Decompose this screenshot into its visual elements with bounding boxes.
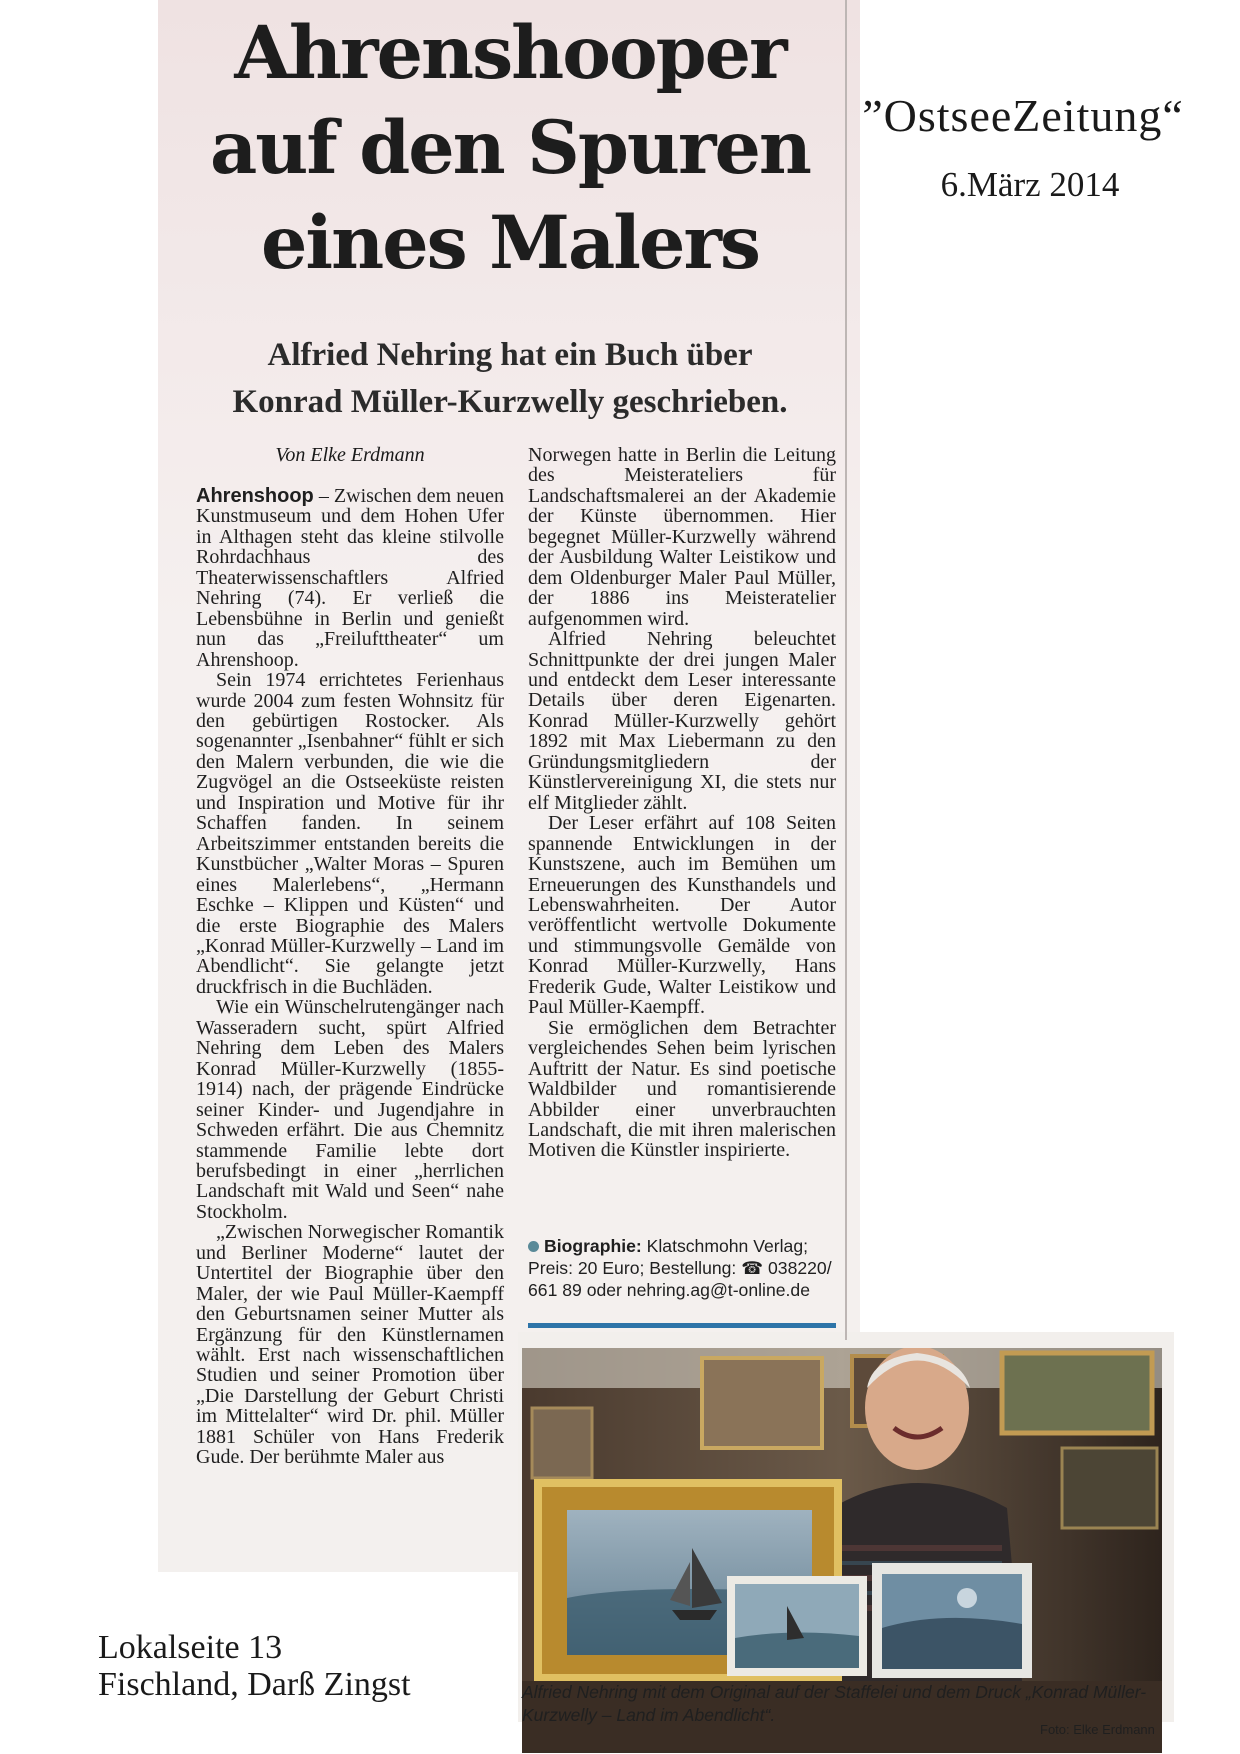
paragraph: Sein 1974 errichtetes Ferienhaus wurde 2004 zum festen Wohnsitz für den gebürtigen Rostocker. Als sogenannter „Isenbahner“ fühlt er sich den Malern verbunden, die wie die Zugvögel an die Ostseeküste reisten und Inspiration und Motive für ihr Schaffen fanden. In seinem Arbeitszimmer entstanden bereits die Kunstbücher „Walter Moras – Spuren eines Malerlebens“, „Hermann Eschke – Klippen und Küsten“ und die erste Biographie des Malers „Konrad Müller-Kurzwelly – Land im Abendlicht“. Sie gelangte jetzt druckfrisch in die Buchläden. (196, 669, 504, 998)
info-text: Klatschmohn Verlag; Preis: 20 Euro; Bestellung: ☎ 038220/ 661 89 oder nehring.ag@t-online.de (528, 1236, 832, 1300)
region-annotation: Fischland, Darß Zingst (98, 1666, 411, 1703)
headline-line: Ahrenshooper (234, 10, 786, 96)
article-column-right (528, 445, 836, 1161)
article-column-left (196, 486, 504, 1468)
photo-caption (522, 1681, 1164, 1727)
paragraph: Sie ermöglichen dem Betrachter vergleichendes Sehen beim lyrischen Auftritt der Natur. Es sind poetische Waldbilder und romantisierende Abbilder einer unverbrauchten Landschaft, die mit ihren malerischen Motiven die Künstler inspirierte. (528, 1016, 836, 1162)
blue-rule-divider (528, 1323, 836, 1328)
paragraph: Wie ein Wünschelrutengänger nach Wasseradern sucht, spürt Alfried Nehring dem Leben des Malers Konrad Müller-Kurzwelly (1855-1914) nach, der prägende Eindrücke seiner Kinder- und Jugendjahre in Schweden erfährt. Die aus Chemnitz stammende Familie lebte dort berufsbedingt in einer „herrlichen Landschaft mit Wald und Seen“ nahe Stockholm. (196, 996, 504, 1223)
byline: Von Elke Erdmann (275, 444, 425, 466)
subheadline (180, 332, 840, 426)
photo-credit: Foto: Elke Erdmann (1040, 1722, 1155, 1737)
headline-line: eines Malers (260, 200, 760, 286)
paragraph: Der Leser erfährt auf 108 Seiten spannende Entwicklungen in der Kunstszene, auch im Bemühen um Erneuerungen des Kunsthandels und Lebenswahrheiten. Der Autor veröffentlicht wertvolle Dokumente und stimmungsvolle Gemälde von Konrad Müller-Kurzwelly, Hans Frederik Gude, Walter Leistikow und Paul Müller-Kaempff. (528, 812, 836, 1019)
book-info-box (528, 1235, 836, 1301)
paragraph (196, 486, 504, 670)
paragraph-text: – Zwischen dem neuen Kunstmuseum und dem Hohen Ufer in Althagen steht das kleine stilvolle Rohrdachhaus des Theaterwissenschaftlers Alfried Nehring (74). Er verließ die Lebensbühne in Berlin und genießt nun das „Freilufttheater“ um Ahrenshoop. (196, 485, 504, 671)
paragraph: „Zwischen Norwegischer Romantik und Berliner Moderne“ lautet der Untertitel der Biographie über den Maler, der wie Paul Müller-Kaempff den Geburtsnamen seiner Mutter als Ergänzung für den Künstlernamen wählt. Erst nach wissenschaftlichen Studien und seiner Promotion über „Die Darstellung der Geburt Christi im Mittelalter“ wird Dr. phil. Müller 1881 Schüler von Hans Frederik Gude. Der berühmte Maler aus (196, 1221, 504, 1469)
dateline: Ahrenshoop (196, 485, 314, 507)
newspaper-name-annotation: ”OstseeZeitung“ (862, 90, 1184, 141)
headline (180, 6, 840, 291)
info-label: Biographie: (544, 1236, 642, 1256)
bullet-dot-icon (528, 1241, 539, 1252)
subheadline-line: Alfried Nehring hat ein Buch über (267, 337, 753, 373)
photo-illustration (522, 1348, 1162, 1681)
publication-date-annotation: 6.März 2014 (940, 165, 1120, 204)
caption-text: Alfried Nehring mit dem Original auf der Staffelei und dem Druck „Konrad Müller-Kurzwelly – Land im Abendlicht“. (522, 1682, 1147, 1725)
paragraph: Alfried Nehring beleuchtet Schnittpunkte der drei jungen Maler und entdeckt dem Leser interessante Details über deren Eigenarten. Konrad Müller-Kurzwelly gehört 1892 mit Max Liebermann zu den Gründungsmitgliedern der Künstlervereinigung XI, die stets nur elf Mitglieder zählt. (528, 628, 836, 814)
column-fold-line (845, 0, 847, 1340)
headline-line: auf den Spuren (210, 105, 810, 191)
paragraph: Norwegen hatte in Berlin die Leitung des Meisterateliers für Landschaftsmalerei an der Akademie der Künste übernommen. Hier begegnet Müller-Kurzwelly während der Ausbildung Walter Leistikow und dem Oldenburger Maler Paul Müller, der 1886 ins Meisteratelier aufgenommen wird. (528, 444, 836, 630)
subheadline-line: Konrad Müller-Kurzwelly geschrieben. (232, 384, 788, 420)
local-page-annotation: Lokalseite 13 (98, 1629, 283, 1666)
